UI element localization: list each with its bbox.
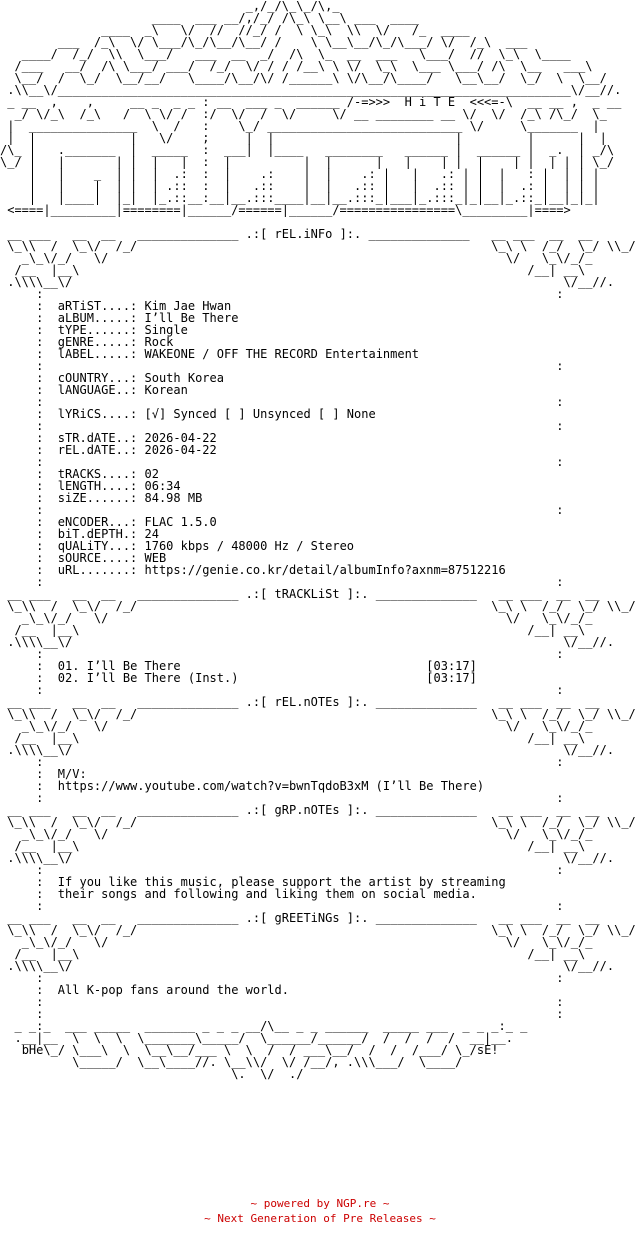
tracks-value: 02: [144, 467, 159, 481]
size-value: 84.98 MB: [144, 491, 203, 505]
encoder-value: FLAC 1.5.0: [144, 515, 217, 529]
url-value[interactable]: https://genie.co.kr/detail/albumInfo?axnm=87512216: [144, 563, 506, 577]
release-date-value: 2026-04-22: [144, 443, 217, 457]
section-divider-left: __ ___ __ __: [0, 227, 138, 241]
track-duration: [03:17]: [426, 671, 477, 685]
source-value: WEB: [144, 551, 167, 565]
track-number: 01.: [57, 659, 80, 673]
signature-left: bHe: [21, 1043, 44, 1057]
section-header-group-notes: .:[ gRP.nOTEs ]:.: [245, 803, 369, 817]
street-date-value: 2026-04-22: [144, 431, 217, 445]
country-value: South Korea: [144, 371, 224, 385]
type-value: Single: [144, 323, 188, 337]
section-header-release-info: .:[ rEL.iNFo ]:.: [245, 227, 362, 241]
language-value: Korean: [144, 383, 188, 397]
track-title: I’ll Be There: [86, 659, 181, 673]
track-number: 02.: [57, 671, 80, 685]
footer: [0, 1196, 640, 1226]
section-header-greetings: .:[ gREETiNGs ]:.: [245, 911, 369, 925]
footer-tagline: ~ Next Generation of Pre Releases ~: [204, 1212, 436, 1225]
group-notes-line: their songs and following and liking them on social media.: [57, 887, 477, 901]
header-ascii-logo: _,/_/\_\_/\,_ ____ ___ __/,/_/ /\_\ \__\ ___ ____ ____ _\ \/ // //_/ / \ \_\ \\ \/ /_ ____ ___ /_\ \/ \___/\_/\__/\__/ / \ \__\__/\_/\___/ \/ /_\ ___ ____/ /_/ \\ \___/ ___ __ _/ /\ \_ __ ___ \___/ // \_\ \____ /___ __/ /\ \___/ ___/ /_/ \/ / / /__\ \ \/ \_\ \___ \___/ /\ \__ ___\ \__/ / \_/ \__/__/ \____/\__/\/ /______\ \/\__/\____/ \__\__/ \_/ \ \__/ .\\__\/_______________________________________________________________________\/__//. _ __ , , __ _ _ _ : __ ___ _ ______ /-=>>> H i T E <<<=-\ __ __ , _ __ _/ \/_\ /_\ / \ \/ / :/ \/ / \/ \/ __ ________ __ \/ \/ /_\ /\_/ \_ | _______________ \ / : \_/ ___________________________ \/ \_______ | | | | \/ ; | | | | | | /\_ | ._______ | _____ : ___| |____ ________ ______ | ______ | _. | _/\ \_/ | | | | | | : | | | | | | | | | | | | | \_/ | | _ | | | .: : | .: | | .: | | .: | | | : | | | | | | | | | | .:: : | .:: | | .:: | | .:: | | | .: | | | | | |____| |_| |_.::__:__|__.:::____|__|__.:::_|___|_.:::_|_|__|_.::_|__|_|_| <====|_________|========|______/======|______/================\_________|====>: [0, 0, 622, 217]
section-header-tracklist: .:[ tRACKLiSt ]:.: [245, 587, 369, 601]
track-title: I’ll Be There (Inst.): [86, 671, 239, 685]
lyrics-value: [√] Synced [ ] Unsynced [ ] None: [144, 407, 376, 421]
nfo-document: _,/_/\_\_/\,_ ____ ___ __/,/_/ /\_\ \__\ ___ ____ ____ _\ \/ // //_/ / \ \_\ \\ \/ /_ ____ ___ /_\ \/ \___/\_/\__/\__/ / \ \__\__/\_/\___/ \/ /_\ ___ ____/ /_/ \\ \___/ ___ __ _/ /\ \_ __ ___ \___/ // \_\ \____ /___ __/ /\ \___/ ___/ /_/ \/ / / /__\ \ \/ \_\ \___ \___/ /\ \__ ___\ \__/ / \_/ \__/__/ \____/\__/\/ /______\ \/\__/\____/ \__\__/ \_/ \ \__/ .\\__\/_______________________________________________________________________\/__//. _ __ , , __ _ _ _ : __ ___ _ ______ /-=>>> H i T E <<<=-\ __ __ , _ __ _/ \/_\ /_\ / \ \/ / :/ \/ / \/ \/ __ ________ __ \/ \/ /_\ /\_/ \_ | _______________ \ / : \_/ ___________________________ \/ \_______ | | | | \/ ; | | | | | | /\_ | ._______ | _____ : ___| |____ ________ ______ | ______ | _. | _/\ \_/ | | | | | | : | | | | | | | | | | | | | \_/ | | _ | | | .: : | .: | | .: | | .: | | | : | | | | | | | | | | .:: : | .:: | | .:: | | .:: | | | .: | | | | | |____| |_| |_.::__:__|__.:::____|__|__.:::_|___|_.:::_|_|__|_.::_|__|_|_| <====|_________|========|______/======|______/================\_________|====> __ ___ __ __ ______________ .:[ rEL.iNFo ]:. ______________ __ ___ __ __ \_\\ / \_\/ /_/ \_\ \ /_/ \_/ \\_/ _\_\/_/ \/ \/ \_\/_/_ /__ |__\ /__| __\ .\\\\__\/ \/__//. : : : aRTiST....: Kim Jae Hwan : aLBUM.....: I’ll Be There : tYPE......: Single : gENRE.....: Rock : lABEL.....: WAKEONE / OFF THE RECORD Entertainment : : : cOUNTRY...: South Korea : lANGUAGE..: Korean : : : lYRiCS....: [√] Synced [ ] Unsynced [ ] None : : : sTR.dATE..: 2026-04-22 : rEL.dATE..: 2026-04-22 : : : tRACKS....: 02 : lENGTH....: 06:34 : siZE......: 84.98 MB : : : eNCODER...: FLAC 1.5.0 : biT.dEPTH.: 24 : qUALiTY...: 1760 kbps / 48000 Hz / Stereo : sOURCE....: WEB : uRL.......: https://genie.co.kr/detail/albumInfo?axnm=87512216 : : __ ___ __ __ ______________ .:[ tRACKLiSt ]:. ______________ __ ___ __ __ \_\\ / \_\/ /_/ \_\ \ /_/ \_/ \\_/ _\_\/_/ \/ \/ \_\/_/_ /__ |__\ /__| __\ .\\\\__\/ \/__//. : : : 01. I’ll Be There [03:17] : 02. I’ll Be There (Inst.) [03:17] : : __ ___ __ __ ______________ .:[ rEL.nOTEs ]:. ______________ __ ___ __ __ \_\\ / \_\/ /_/ \_\ \ /_/ \_/ \\_/ _\_\/_/ \/ \/ \_\/_/_ /__ |__\ /__| __\ .\\\\__\/ \/__//. : : : M/V: : https://www.youtube.com/watch?v=bwnTqdoB3xM (I’ll Be There) : : __ ___ __ __ ______________ .:[ gRP.nOTEs ]:. ______________ __ ___ __ __ \_\\ / \_\/ /_/ \_\ \ /_/ \_/ \\_/ _\_\/_/ \/ \/ \_\/_/_ /__ |__\ /__| __\ .\\\\__\/ \/__//. : : : If you like this music, please support the artist by streaming : their songs and following and liking them on social media. : : __ ___ __ __ ______________ .:[ gREETiNGs ]:. ______________ __ ___ __ __ \_\\ / \_\/ /_/ \_\ \ /_/ \_/ \\_/ _\_\/_/ \/ \/ \_\/_/_ /__ |__\ /__| __\ .\\\\__\/ \/__//. : : : All K-pop fans around the world. : : : : _ _:_ ___ _____ _______ _ _ _ __/\__ _ _ ______ _____ ___ _ _ _:_ _ .__|__ \ \ \ \_______\_____/ \______/______/ / / / / __|__. bHe\_/ \___\ \ \__\__/___ \ \ / / ___\__/ / / /___/ \_/sE! \_____/ \__\____//. \__\\/ \/ /__/, .\\\___/ \____/ \. \/ ./: [0, 0, 640, 1190]
album-value: I’ll Be There: [144, 311, 239, 325]
label-value: WAKEONE / OFF THE RECORD Entertainment: [144, 347, 420, 361]
length-value: 06:34: [144, 479, 181, 493]
group-notes-line: If you like this music, please support the artist by streaming: [57, 875, 506, 889]
genre-value: Rock: [144, 335, 174, 349]
track-duration: [03:17]: [426, 659, 477, 673]
quality-value: 1760 kbps / 48000 Hz / Stereo: [144, 539, 355, 553]
bit-depth-value: 24: [144, 527, 159, 541]
mv-label: M/V:: [57, 767, 87, 781]
artist-value: Kim Jae Hwan: [144, 299, 232, 313]
mv-link[interactable]: https://www.youtube.com/watch?v=bwnTqdoB3xM (I’ll Be There): [57, 779, 485, 793]
signature-right: sE!: [476, 1043, 499, 1057]
greetings-text: All K-pop fans around the world.: [57, 983, 289, 997]
footer-powered-by[interactable]: ~ powered by NGP.re ~: [250, 1197, 390, 1210]
section-header-release-notes: .:[ rEL.nOTEs ]:.: [245, 695, 369, 709]
